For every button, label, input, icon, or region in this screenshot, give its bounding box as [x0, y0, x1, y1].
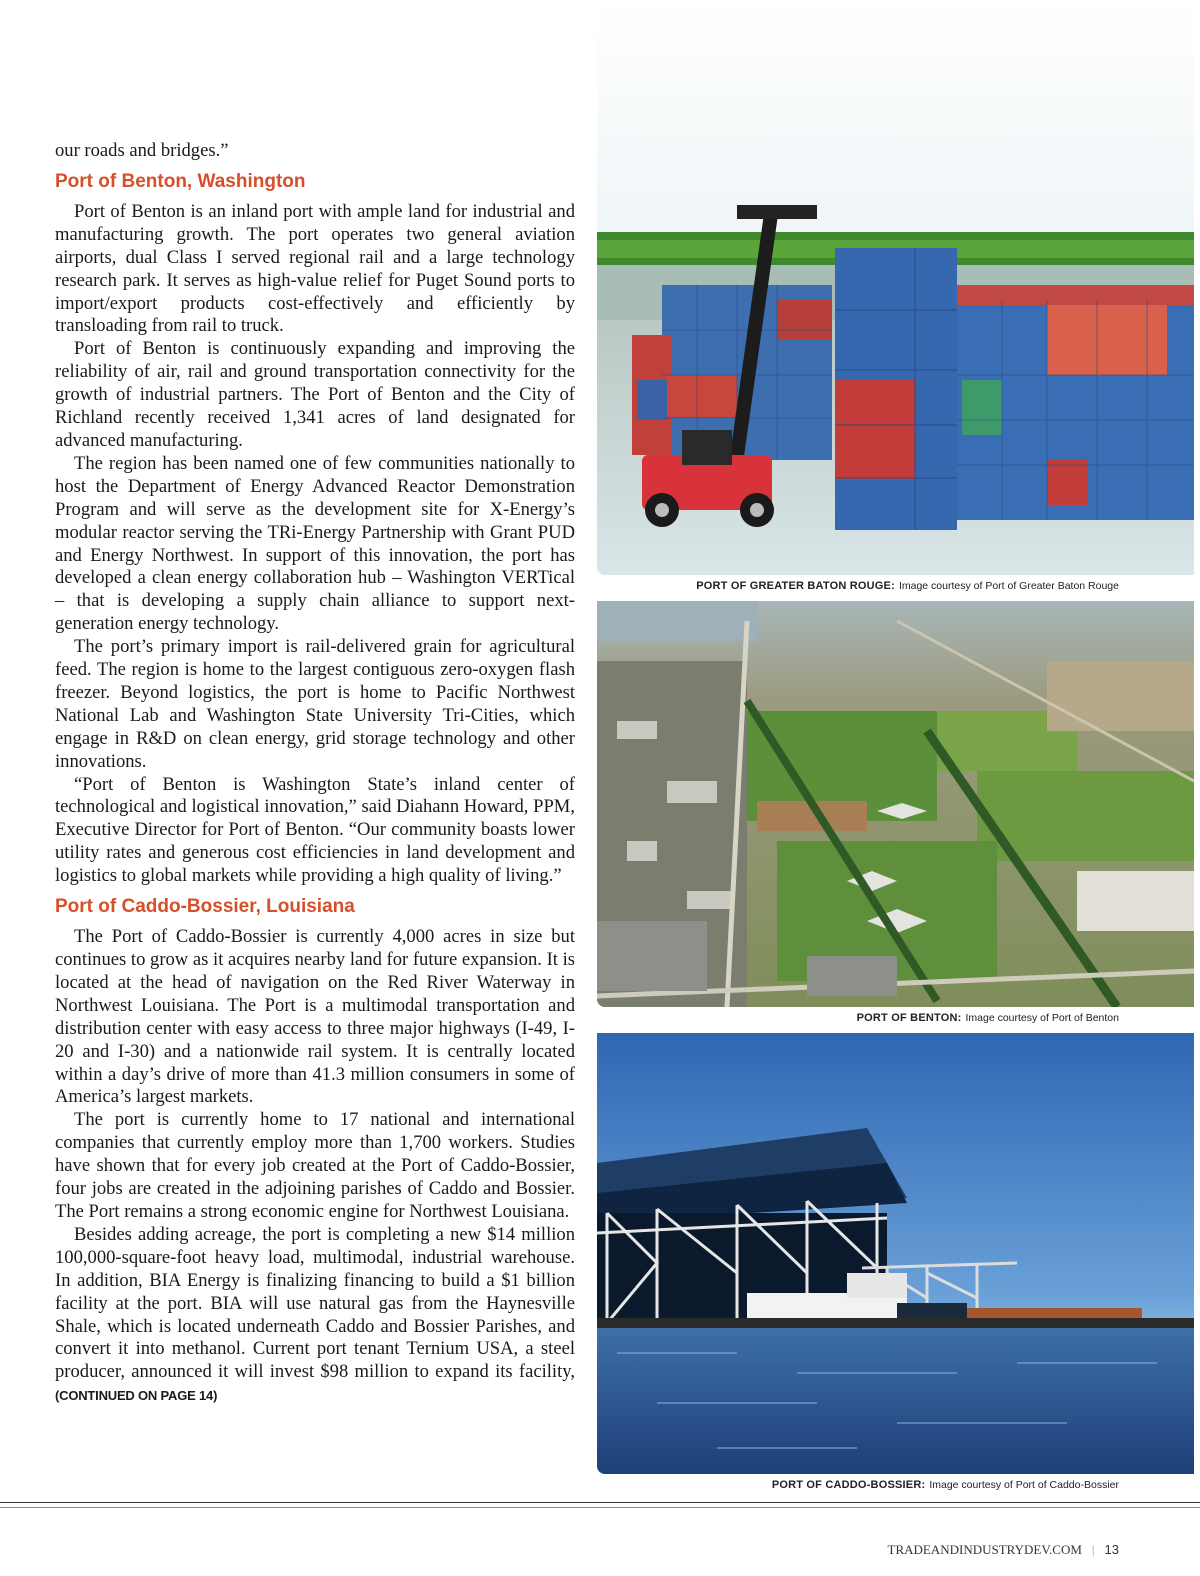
caption-credit: Image courtesy of Port of Caddo-Bossier — [929, 1479, 1119, 1491]
paragraph-text: Besides adding acreage, the port is completing a new $14 million 100,000-square-foot heavy load, multimodal, industrial warehouse. In addition, BIA Energy is finalizing financing to build a $1 billion facility at the port. BIA will use natural gas from the Haynesville Shale, which is located underneath Caddo and Bossier Parishes, and convert it into methanol. Current port tenant Ternium USA, a steel producer, announced it will invest $98 million to expand its facility, — [55, 1223, 575, 1383]
caption-credit: Image courtesy of Port of Greater Baton Rouge — [898, 580, 1119, 592]
page-number: 13 — [1104, 1542, 1119, 1557]
section-heading-caddo-bossier: Port of Caddo-Bossier, Louisiana — [55, 896, 355, 918]
section-heading-benton: Port of Benton, Washington — [55, 170, 306, 192]
paragraph: The port’s primary import is rail-delivered grain for agricultural feed. The region is home to the largest contiguous zero-oxygen flash freezer. Beyond logistics, the port is home to Pacific Northwest National Lab and Washington State University Tri-Cities, which engage in R&D on clean energy, grid storage technology and other innovations. — [55, 636, 575, 772]
footer-site-link[interactable]: TRADEANDINDUSTRYDEV.COM — [887, 1542, 1082, 1557]
caption-title: PORT OF BENTON: — [856, 1012, 962, 1024]
photo-baton-rouge — [597, 0, 1194, 575]
paragraph: Port of Benton is continuously expanding and improving the reliability of air, rail and ground transportation connectivity for the growth of industrial partners. The Port of Benton and the City of Richland recently received 1,341 acres of land designated for advanced manufacturing. — [55, 338, 575, 451]
page-footer — [888, 1542, 1120, 1558]
paragraph: “Port of Benton is Washington State’s inland center of technological and logistical innovation,” said Diahann Howard, PPM, Executive Director for Port of Benton. “Our community boasts lower utility rates and generous cost efficiencies in land development and logistics to global markets while providing a high quality of living.” — [55, 773, 575, 887]
lead-fragment: our roads and bridges.” — [55, 140, 229, 161]
footer-separator: | — [1091, 1542, 1095, 1557]
paragraph: The Port of Caddo-Bossier is currently 4,000 acres in size but continues to grow as it acquires nearby land for future expansion. It is located at the head of navigation on the Red River Waterway in Northwest Louisiana. The Port is a multimodal transportation and distribution center with easy access to three major highways (I-49, I-20 and I-30) and a nationwide rail system. It is centrally located within a day’s drive of more than 41.3 million consumers in some of America’s largest markets. — [55, 926, 575, 1108]
paragraph: Port of Benton is an inland port with ample land for industrial and manufacturing growth. The port operates two general aviation airports, dual Class I served regional rail and a large technology research park. It serves as high-value relief for Puget Sound ports to import/export products cost-effectively and efficiently by transloading from rail to truck. — [55, 200, 575, 337]
caption-caddo-bossier — [772, 1479, 1119, 1491]
caption-title: PORT OF GREATER BATON ROUGE: — [696, 580, 895, 592]
caption-benton — [857, 1012, 1119, 1024]
continued-link[interactable]: (CONTINUED ON PAGE 14) — [55, 1388, 218, 1404]
photo-caddo-bossier — [597, 1033, 1194, 1474]
caption-baton-rouge — [696, 580, 1119, 592]
caption-credit: Image courtesy of Port of Benton — [965, 1012, 1119, 1024]
paragraph: The region has been named one of few communities nationally to host the Department of Energy Advanced Reactor Demonstration Program and will serve as the development site for X-Energy’s modular reactor serving the TRi-Energy Partnership with Grant PUD and Energy Northwest. In support of this innovation, the port has developed a clean energy collaboration hub – Washington VERTical – that is developing a supply chain alliance to support next-generation energy technology. — [55, 452, 575, 635]
caption-title: PORT OF CADDO-BOSSIER: — [771, 1479, 926, 1491]
article-column — [55, 140, 575, 1408]
footer-rule — [0, 1502, 1200, 1503]
photo-benton — [597, 601, 1194, 1007]
paragraph — [55, 1224, 575, 1408]
paragraph: The port is currently home to 17 national and international companies that currently employ more than 1,700 workers. Studies have shown that for every job created at the Port of Caddo-Bossier, four jobs are created in the adjoining parishes of Caddo and Bossier. The Port remains a strong economic engine for Northwest Louisiana. — [55, 1109, 575, 1222]
footer-rule-thin — [0, 1507, 1200, 1508]
